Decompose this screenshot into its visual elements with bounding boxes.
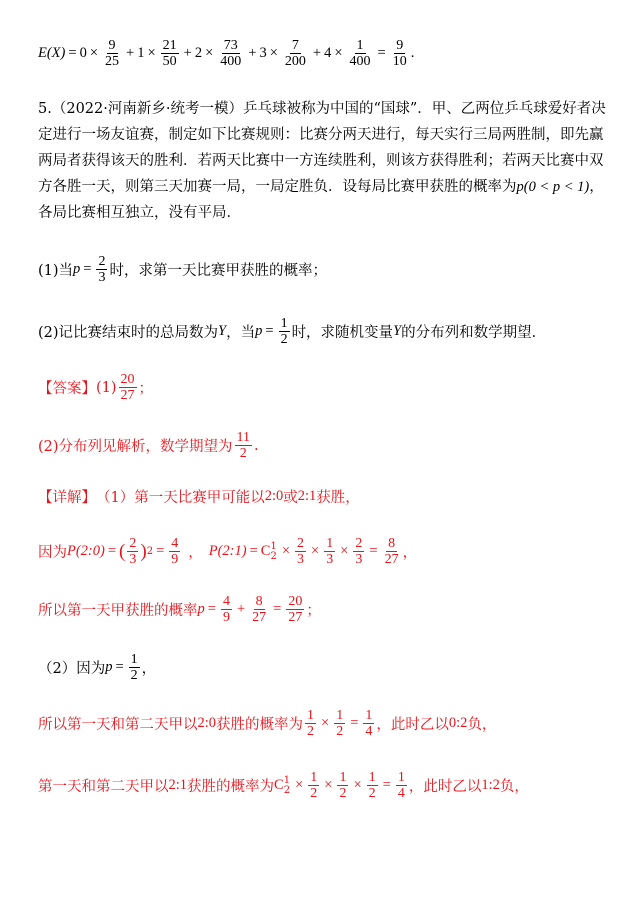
term-coef: 3: [259, 45, 267, 61]
term-fraction: $\frac{21}{50}$: [162, 38, 177, 69]
question-2: (2)记比赛结束时的总局数为 Y ，当 p = $\frac{1}{2}$ 时，求随机变量 Y 的分布列和数学期望．: [38, 316, 547, 347]
term-coef: 1: [137, 45, 145, 61]
detail-5: 所以第一天和第二天甲以 2:0 获胜的概率为 $\frac{1}{2}$ × $\frac{1}{2}$ = $\frac{1}{4}$ ，此时乙以 0:2 负，: [38, 708, 497, 739]
q1-fraction: $\frac{2}{3}$: [98, 254, 106, 285]
detail-3: 所以第一天甲获胜的概率 p = $\frac{4}{9}$ + $\frac{8}{27}$ = $\frac{20}{27}$ ；: [38, 594, 321, 625]
problem-text-end: ，各局比赛相互独立，没有平局．: [38, 179, 604, 221]
term-coef: 2: [194, 45, 203, 61]
problem-text: 乒乓球被称为中国的“国球”．甲、乙两位乒乓球爱好者决定进行一场友谊赛，制定如下比赛规则：比赛分两天进行，每天实行三局两胜制，即先赢两局者获得该天的胜利．若两天比赛中一方连续胜利，则该方获得胜利；若两天比赛中双方各胜一天，则第三天加赛一局，一局定胜负．设每局比赛甲获胜的概率为: [38, 101, 606, 195]
term-fraction: $\frac{9}{25}$: [105, 38, 119, 69]
problem-condition: p(0 < p < 1): [516, 179, 590, 195]
answer-label: 【答案】: [38, 381, 96, 397]
term-coef: 4: [324, 45, 332, 61]
detail-4: （2）因为 p = $\frac{1}{2}$ ，: [38, 652, 157, 683]
expectation-formula: E(X) = 0 × $\frac{9}{25}$ + 1 × $\frac{21}{50}$ + 2 × $\frac{73}{400}$ + 3 × $\frac{7}{200}$ + 4 × $\frac{1}{400}$ = $\frac{9}{10}$ .: [38, 38, 415, 69]
detail-6: 第一天和第二天甲以 2:1 获胜的概率为 C 1 2 × $\frac{1}{2}$ × $\frac{1}{2}$ × $\frac{1}{2}$ = $\frac{1}{4}$ ，此时乙以 1:2 负，: [38, 770, 529, 801]
question-1: (1)当 p = $\frac{2}{3}$ 时，求第一天比赛甲获胜的概率；: [38, 254, 327, 285]
problem-source: （2022·河南新乡·统考一模）: [51, 101, 243, 117]
detail-2: 因为 P(2:0) = ( $\frac{2}{3}$ ) 2 = $\frac{4}{9}$ ， P(2:1) = C 1 2 × $\frac{2}{3}$ × $\frac{1}{3}$ × $\frac{2}{3}$ = $\frac{8}{27}$ ，: [38, 536, 418, 567]
detail-label: 【详解】: [38, 490, 96, 506]
answer-1: 【答案】 (1) $\frac{20}{27}$ ；: [38, 372, 154, 403]
term-fraction: $\frac{73}{400}$: [220, 38, 242, 69]
q2-fraction: $\frac{1}{2}$: [280, 316, 288, 347]
problem-number: 5.: [38, 101, 52, 117]
expectation-lhs: E(X): [38, 45, 66, 61]
answer-1-fraction: $\frac{20}{27}$: [120, 372, 135, 403]
answer-2-fraction: $\frac{11}{2}$: [236, 430, 251, 461]
expectation-result: $\frac{9}{10}$: [392, 38, 407, 69]
term-fraction: $\frac{1}{400}$: [349, 38, 371, 69]
term-fraction: $\frac{7}{200}$: [284, 38, 306, 69]
term-coef: 0: [79, 45, 87, 61]
answer-2: (2)分布列见解析，数学期望为 $\frac{11}{2}$ .: [38, 430, 259, 461]
problem-statement: [38, 96, 610, 226]
detail-1: 【详解】 （1）第一天比赛甲可能以 2:0 或 2:1 获胜，: [38, 488, 360, 506]
